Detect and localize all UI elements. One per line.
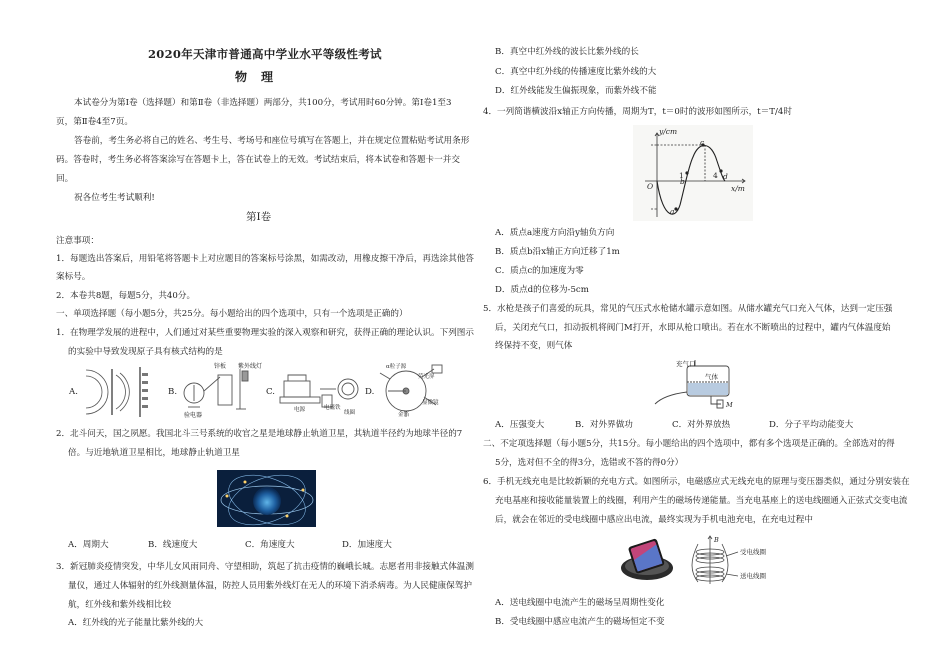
option-text: A．周期大 — [68, 540, 109, 550]
figure-label: 显微镜 — [422, 400, 439, 406]
left-column — [56, 0, 474, 671]
exam-subject: 物理 — [235, 70, 288, 84]
figure-label: B — [714, 536, 719, 544]
option-text: A．压强变大 — [495, 420, 545, 430]
question-stem: 终保持不变，则气体 — [495, 341, 573, 351]
option-label: C. — [266, 387, 276, 397]
option-text: C．对外界放热 — [672, 420, 731, 430]
point-label: c — [700, 138, 705, 147]
option-text: D．红外线能发生偏振现象，而紫外线不能 — [495, 86, 657, 96]
tick-label: 1 — [679, 171, 684, 180]
intro-text: 回。 — [56, 174, 74, 184]
question-stem: 后，关闭充气口，扣动扳机将阀门M打开，水即从枪口喷出。若在水不断喷出的过程中，罐内气体温度始 — [495, 323, 891, 333]
figure-label: M — [726, 401, 733, 409]
option-text: B．质点b沿x轴正方向迁移了1m — [495, 247, 620, 257]
note-item: 1．每题选出答案后，用铅笔将答题卡上对应题目的答案标号涂黑，如需改动，用橡皮擦干净后，再选涂其他答 — [56, 254, 474, 264]
question-stem: 3．新冠肺炎疫情突发，中华儿女风雨同舟、守望相助，筑起了抗击疫情的巍峨长城。志愿者用非接触式体温测 — [56, 562, 474, 572]
question-stem: 的实验中导致发现原子具有核式结构的是 — [68, 347, 223, 357]
figure-label: 送电线圈 — [740, 572, 766, 580]
note-item: 案标号。 — [56, 272, 91, 282]
option-text: D．加速度大 — [342, 540, 392, 550]
question-stem: 4．一列简谐横波沿x轴正方向传播，周期为T，t＝0时的波形如图所示，t＝T/4时 — [483, 107, 792, 117]
double-slit-figure — [82, 365, 162, 419]
figure-label: 锌板 — [214, 363, 227, 370]
option-text: A．质点a速度方向沿y轴负方向 — [495, 228, 615, 238]
tick-label: 4 — [713, 171, 718, 180]
section-heading: 一、单项选择题（每小题5分，共25分。每小题给出的四个选项中，只有一个选项是正确的） — [56, 309, 408, 319]
question-stem: 后，就会在邻近的受电线圈中感应出电流，最终实现为手机电池充电，在充电过程中 — [495, 515, 813, 525]
point-label: b — [680, 177, 685, 186]
wireless-charger-image — [618, 538, 676, 584]
section-heading: 5分，选对但不全的得3分，选错或不答的得0分） — [495, 458, 684, 468]
question-stem: 5．水枪是孩子们喜爱的玩具，常见的气压式水枪储水罐示意如图。从储水罐充气口充入气体，达到一定压强 — [483, 304, 893, 314]
notes-heading: 注意事项： — [56, 236, 99, 246]
figure-label: 荧光屏 — [418, 374, 435, 380]
option-label: A. — [69, 387, 78, 397]
figure-label: 紫外线灯 — [238, 363, 263, 370]
origin-label: O — [647, 182, 654, 191]
satellite-orbit-image — [217, 470, 316, 527]
option-text: C．角速度大 — [245, 540, 295, 550]
right-column — [483, 0, 910, 671]
question-stem: 2．北斗问天，国之夙愿。我国北斗三号系统的收官之星是地球静止轨道卫星，其轨道半径约为地球半径的7 — [56, 429, 463, 439]
option-text: A．红外线的光子能量比紫外线的大 — [68, 618, 204, 628]
good-luck-text: 祝各位考生考试顺利! — [74, 193, 155, 203]
question-stem: 量仪，通过人体辐射的红外线测量体温，防控人员用紫外线灯在无人的环境下消杀病毒。为人民健康保驾护 — [68, 581, 472, 591]
option-label: D. — [365, 387, 375, 397]
option-label: B. — [168, 387, 178, 397]
figure-label: 充气口 — [676, 360, 696, 368]
option-text: B．线速度大 — [148, 540, 198, 550]
question-stem: 航，红外线和紫外线相比较 — [68, 600, 172, 610]
question-stem: 6．手机无线充电是比较新颖的充电方式。如图所示，电磁感应式无线充电的原理与变压器类似，通过分别安装在 — [483, 477, 910, 487]
intro-text: 码。答卷时，考生务必将答案涂写在答题卡上，答在试卷上的无效。考试结束后，将本试卷和答题卡一并交 — [56, 155, 460, 165]
option-text: C．真空中红外线的传播速度比紫外线的大 — [495, 67, 657, 77]
figure-label: 气体 — [705, 373, 718, 381]
exam-title: 2020年天津市普通高中学业水平等级性考试 — [148, 47, 382, 61]
figure-label: 验电器 — [184, 412, 203, 419]
axis-label: y/cm — [659, 127, 678, 136]
note-item: 2．本卷共8题，每题5分，共40分。 — [56, 291, 196, 301]
option-text: B．受电线圈中感应电流产生的磁场恒定不变 — [495, 617, 665, 627]
option-text: A．送电线圈中电流产生的磁场呈周期性变化 — [495, 598, 665, 608]
intro-text: 答卷前，考生务必将自己的姓名、考生号、考场号和座位号填写在答题上，并在规定位置粘贴考试用条形 — [74, 136, 470, 146]
figure-label: 电磁铁 — [324, 405, 341, 411]
figure-label: 受电线圈 — [740, 548, 766, 556]
figure-label: 电源 — [294, 407, 306, 413]
figure-label: α粒子源 — [386, 364, 407, 370]
question-stem: 充电基座和接收能量装置上的线圈，利用产生的磁场传递能量。当充电基座上的送电线圈通入正弦式交变电流 — [495, 496, 908, 506]
figure-label: 金箔 — [398, 412, 410, 418]
figure-label: 线圈 — [344, 410, 356, 416]
option-text: D．分子平均动能变大 — [769, 420, 854, 430]
option-text: C．质点c的加速度为零 — [495, 266, 584, 276]
intro-text: 页，第Ⅱ卷4至7页。 — [56, 117, 133, 127]
option-text: B．对外界做功 — [575, 420, 633, 430]
point-label: a — [670, 207, 675, 216]
point-label: d — [723, 172, 728, 181]
option-text: B．真空中红外线的波长比紫外线的长 — [495, 47, 639, 57]
section-heading: 二、不定项选择题（每小题5分，共15分。每小题给出的四个选项中，都有多个选项是正确的。全部选对的得 — [483, 439, 895, 449]
axis-label: x/m — [731, 184, 745, 193]
question-stem: 倍。与近地轨道卫星相比，地球静止轨道卫星 — [68, 448, 240, 458]
intro-text: 本试卷分为第Ⅰ卷（选择题）和第Ⅱ卷（非选择题）两部分，共100分，考试用时60分钟。第Ⅰ卷1至3 — [74, 98, 452, 108]
question-stem: 1．在物理学发展的进程中，人们通过对某些重要物理实验的深入观察和研究，获得正确的理论认识。下列图示 — [56, 328, 474, 338]
option-text: D．质点d的位移为-5cm — [495, 285, 589, 295]
wave-graph — [633, 125, 753, 221]
volume-heading: 第Ⅰ卷 — [246, 211, 272, 223]
